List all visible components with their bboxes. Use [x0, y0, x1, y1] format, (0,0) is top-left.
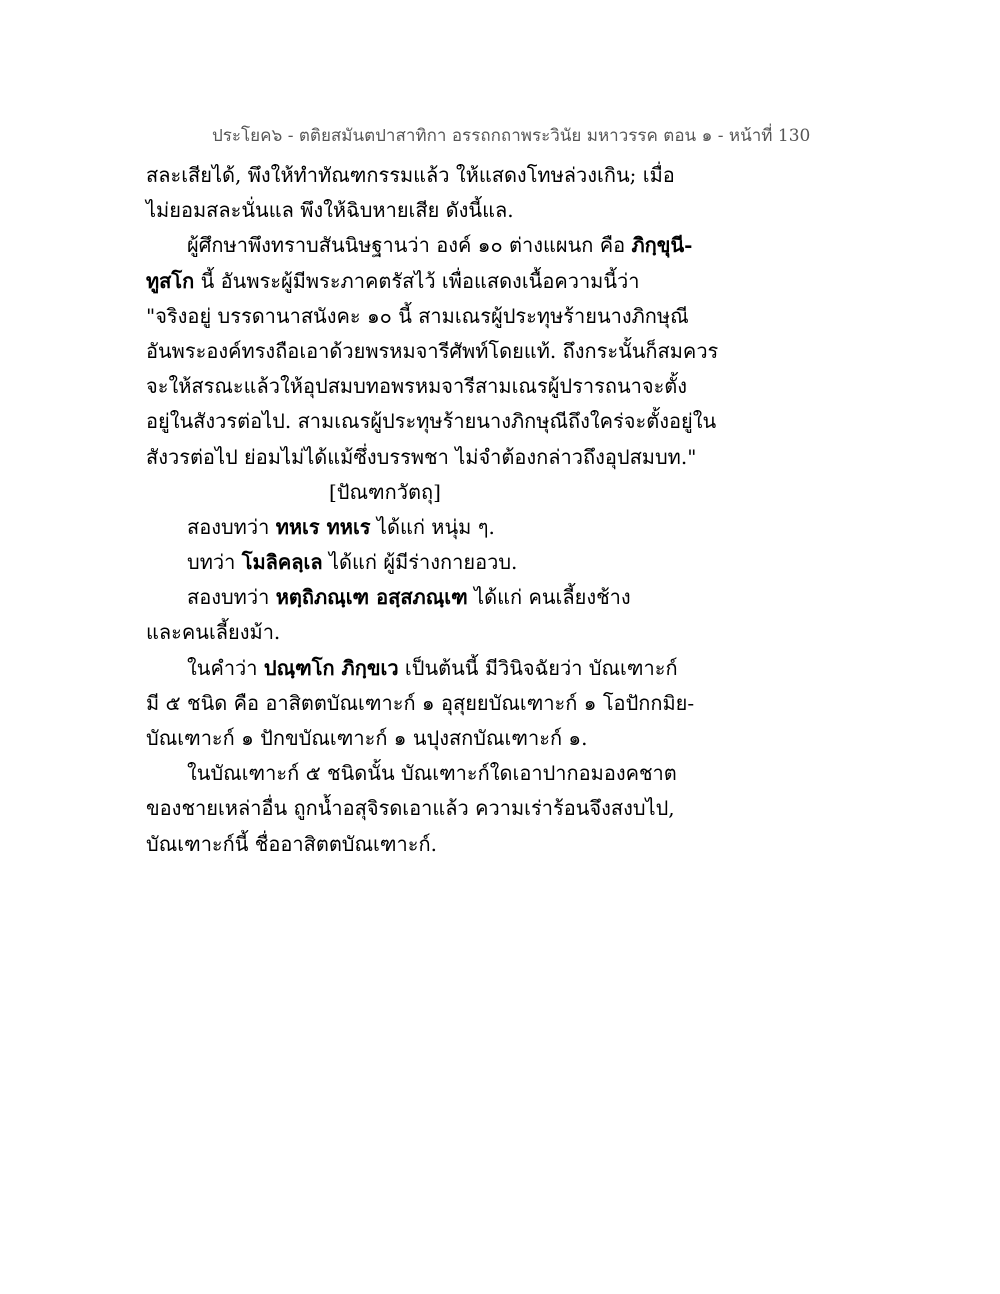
text-line [146, 651, 706, 686]
text-span: และคนเลี้ยงม้า. [146, 620, 281, 645]
text-span: สังวรต่อไป ย่อมไม่ได้แม้ซึ่งบรรพชา ไม่จำต้องกล่าวถึงอุปสมบท." [146, 444, 697, 469]
text-span: ไม่ยอมสละนั่นแล พึงให้ฉิบหายเสีย ดังนี้แล. [146, 198, 514, 223]
text-span: สละเสียได้, พึงให้ทำทัณฑกรรมแล้ว ให้แสดงโทษล่วงเกิน; เมื่อ [146, 163, 675, 187]
text-line [146, 404, 717, 439]
pali-term: โมลิคลฺเล [241, 550, 323, 575]
text-line [146, 228, 706, 263]
text-span: ในบัณเฑาะก์ ๕ ชนิดนั้น บัณเฑาะก์ใดเอาปากอมองคชาต [187, 761, 677, 786]
pali-term: ปณฺฑโก ภิกฺขเว [263, 655, 399, 680]
text-line [146, 686, 706, 721]
text-line [146, 264, 706, 299]
text-line [146, 440, 706, 475]
text-span: สองบทว่า [187, 514, 276, 539]
text-span: ผู้ศึกษาพึงทราบสันนิษฐานว่า องค์ ๑๐ ต่างแผนก คือ [187, 233, 632, 258]
text-span: นี้ อันพระผู้มีพระภาคตรัสไว้ เพื่อแสดงเนื้อความนี้ว่า [194, 268, 640, 293]
text-span: ได้แก่ คนเลี้ยงช้าง [467, 585, 631, 610]
text-line [146, 369, 706, 404]
body-text [146, 158, 719, 862]
running-header: ประโยค๖ - ตติยสมันตปาสาทิกา อรรถกถาพระวินัย มหาวรรค ตอน ๑ - หน้าที่ 130 [212, 126, 811, 146]
text-span: เป็นต้นนี้ มีวินิจฉัยว่า บัณเฑาะก์ [398, 655, 678, 680]
text-line [146, 721, 706, 756]
text-line [146, 193, 706, 228]
text-span: สองบทว่า [187, 585, 276, 610]
text-span: ได้แก่ หนุ่ม ๆ. [370, 514, 495, 539]
text-line [146, 510, 706, 545]
text-span: บัณเฑาะก์ ๑ ปักขบัณเฑาะก์ ๑ นปุงสกบัณเฑาะก์ ๑. [146, 726, 588, 750]
text-line [146, 158, 706, 193]
text-line [146, 299, 706, 334]
text-span: มี ๕ ชนิด คือ อาสิตตบัณเฑาะก์ ๑ อุสุยยบัณเฑาะก์ ๑ โอปักกมิย- [146, 690, 695, 715]
text-line [146, 545, 706, 580]
text-span: ของชายเหล่าอื่น ถูกน้ำอสุจิรดเอาแล้ว ความเร่าร้อนจึงสงบไป, [146, 796, 675, 821]
text-span: ในคำว่า [187, 655, 264, 680]
text-span: อยู่ในสังวรต่อไป. สามเณรผู้ประทุษร้ายนางภิกษุณีถึงใคร่จะตั้งอยู่ใน [146, 409, 717, 434]
text-span: อันพระองค์ทรงถือเอาด้วยพรหมจารีศัพท์โดยแท้. ถึงกระนั้นก็สมควร [146, 338, 719, 363]
text-line [146, 334, 719, 369]
text-line [146, 756, 706, 791]
section-heading [146, 475, 706, 510]
pali-term: ทูสโก [146, 268, 195, 293]
text-span: ได้แก่ ผู้มีร่างกายอวบ. [322, 550, 518, 575]
text-line [146, 580, 706, 615]
pali-term: ภิกฺขุนี- [631, 233, 693, 258]
text-span: จะให้สรณะแล้วให้อุปสมบทอพรหมจารีสามเณรผู้ปรารถนาจะตั้ง [146, 374, 688, 399]
text-span: "จริงอยู่ บรรดานาสนังคะ ๑๐ นี้ สามเณรผู้ประทุษร้ายนางภิกษุณี [146, 303, 689, 328]
pali-term: ทหเร ทหเร [275, 514, 371, 539]
text-span: บัณเฑาะก์นี้ ชื่ออาสิตตบัณเฑาะก์. [146, 831, 437, 856]
text-line [146, 827, 706, 862]
pali-term: หตฺถิภณฺเฑ อสฺสภณฺเฑ [275, 585, 468, 610]
text-line [146, 615, 706, 650]
text-line [146, 791, 706, 826]
text-span: บทว่า [187, 550, 242, 575]
text-span: [ปัณฑกวัตถุ] [329, 479, 441, 504]
